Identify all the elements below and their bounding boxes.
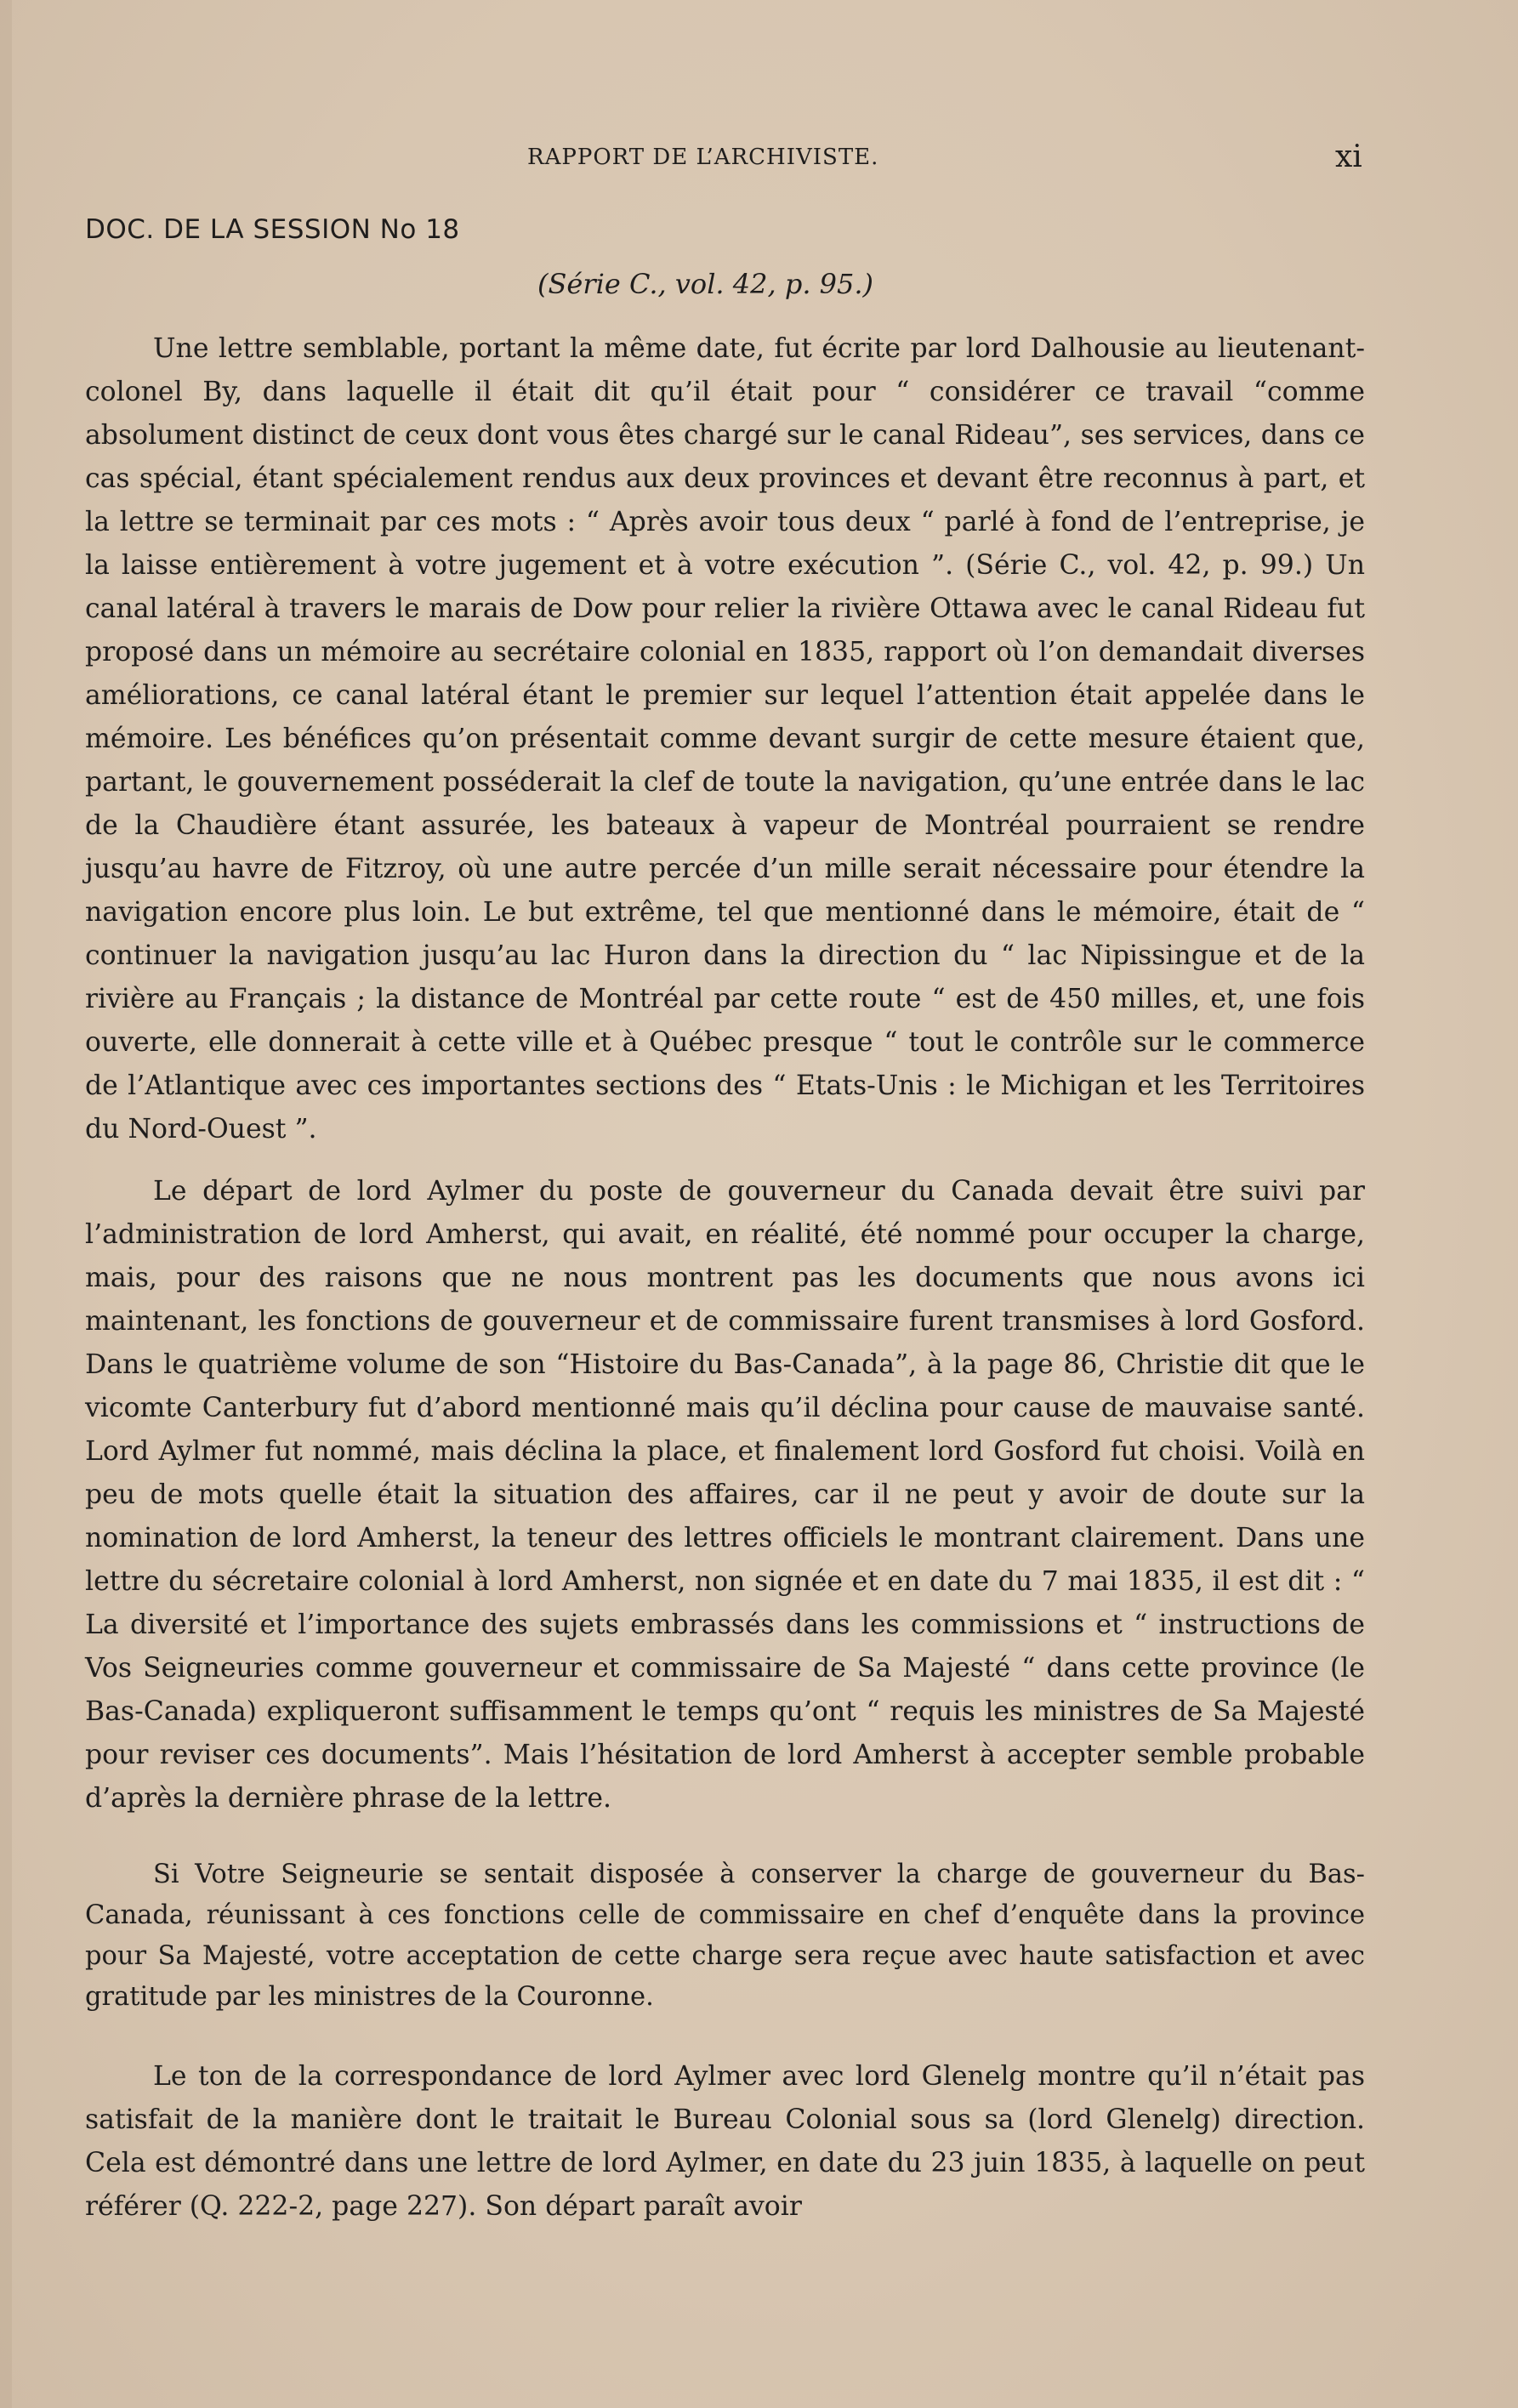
paragraph: Le ton de la correspondance de lord Aylmer avec lord Glenelg montre qu’il n’était pas satisfait de la manière dont le traitait le Bureau Colonial sous sa (lord Glenelg) direction. Cela est démontré dans une lettre de lord Aylmer, en date du 23 juin 1835, à laquelle on peut référer (Q. 222-2, page 227). Son départ paraît avoir <box>85 2061 1365 2222</box>
body-text <box>85 327 1365 2242</box>
page-edge-shadow <box>0 0 12 2408</box>
citation: (Série C., vol. 42, p. 95.) <box>537 268 874 300</box>
session-label: DOC. DE LA SESSION No 18 <box>85 214 460 245</box>
paragraph: Une lettre semblable, portant la même date, fut écrite par lord Dalhousie au lieutenant-colonel By, dans laquelle il était dit qu’il était pour “ considérer ce travail “comme absolument distinct de ceux dont vous êtes chargé sur le canal Rideau”, ses services, dans ce cas spécial, étant spécialement rendus aux deux provinces et devant être reconnus à part, et la lettre se terminait par ces mots : “ Après avoir tous deux “ parlé à fond de l’entreprise, je la laisse entièrement à votre jugement et à votre exécution ”. (Série C., vol. 42, p. 99.) Un canal latéral à travers le marais de Dow pour relier la rivière Ottawa avec le canal Rideau fut proposé dans un mémoire au secrétaire colonial en 1835, rapport où l’on demandait diverses améliorations, ce canal latéral étant le premier sur lequel l’attention était appelée dans le mémoire. Les bénéfices qu’on présentait comme devant surgir de cette mesure étaient que, partant, le gouvernement posséderait la clef de toute la navigation, qu’une entrée dans le lac de la Chaudière étant assurée, les bateaux à vapeur de Montréal pourraient se rendre jusqu’au havre de Fitzroy, où une autre percée d’un mille serait nécessaire pour étendre la navigation encore plus loin. Le but extrême, tel que mentionné dans le mémoire, était de “ continuer la navigation jusqu’au lac Huron dans la direction du “ lac Nipissingue et de la rivière au Français ; la distance de Montréal par cette route “ est de 450 milles, et, une fois ouverte, elle donnerait à cette ville et à Québec presque “ tout le contrôle sur le commerce de l’Atlantique avec ces importantes sections des “ Etats-Unis : le Michigan et les Territoires du Nord-Ouest ”. <box>85 333 1365 1144</box>
page-number: xi <box>1335 139 1362 174</box>
paragraph: Le départ de lord Aylmer du poste de gouverneur du Canada devait être suivi par l’administration de lord Amherst, qui avait, en réalité, été nommé pour occuper la charge, mais, pour des raisons que ne nous montrent pas les documents que nous avons ici maintenant, les fonctions de gouverneur et de commissaire furent transmises à lord Gosford. Dans le quatrième volume de son “Histoire du Bas-Canada”, à la page 86, Christie dit que le vicomte Canterbury fut d’abord mentionné mais qu’il déclina pour cause de mauvaise santé. Lord Aylmer fut nommé, mais déclina la place, et finalement lord Gosford fut choisi. Voilà en peu de mots quelle était la situation des affaires, car il ne peut y avoir de doute sur la nomination de lord Amherst, la teneur des lettres officiels le montrant clairement. Dans une lettre du sécretaire colonial à lord Amherst, non signée et en date du 7 mai 1835, il est dit : “ La diversité et l’importance des sujets embrassés dans les commissions et “ instructions de Vos Seigneuries comme gouverneur et commissaire de Sa Majesté “ dans cette province (le Bas-Canada) expliqueront suffisamment le temps qu’ont “ requis les ministres de Sa Majesté pour reviser ces documents”. Mais l’hésitation de lord Amherst à accepter semble probable d’après la dernière phrase de la lettre. <box>85 1176 1365 1814</box>
running-title: RAPPORT DE L’ARCHIVISTE. <box>527 145 879 170</box>
paragraph: Si Votre Seigneurie se sentait disposée à conserver la charge de gouverneur du Bas-Canada, réunissant à ces fonctions celle de commissaire en chef d’enquête dans la province pour Sa Majesté, votre acceptation de cette charge sera reçue avec haute satisfaction et avec gratitude par les ministres de la Couronne. <box>85 1860 1365 2012</box>
